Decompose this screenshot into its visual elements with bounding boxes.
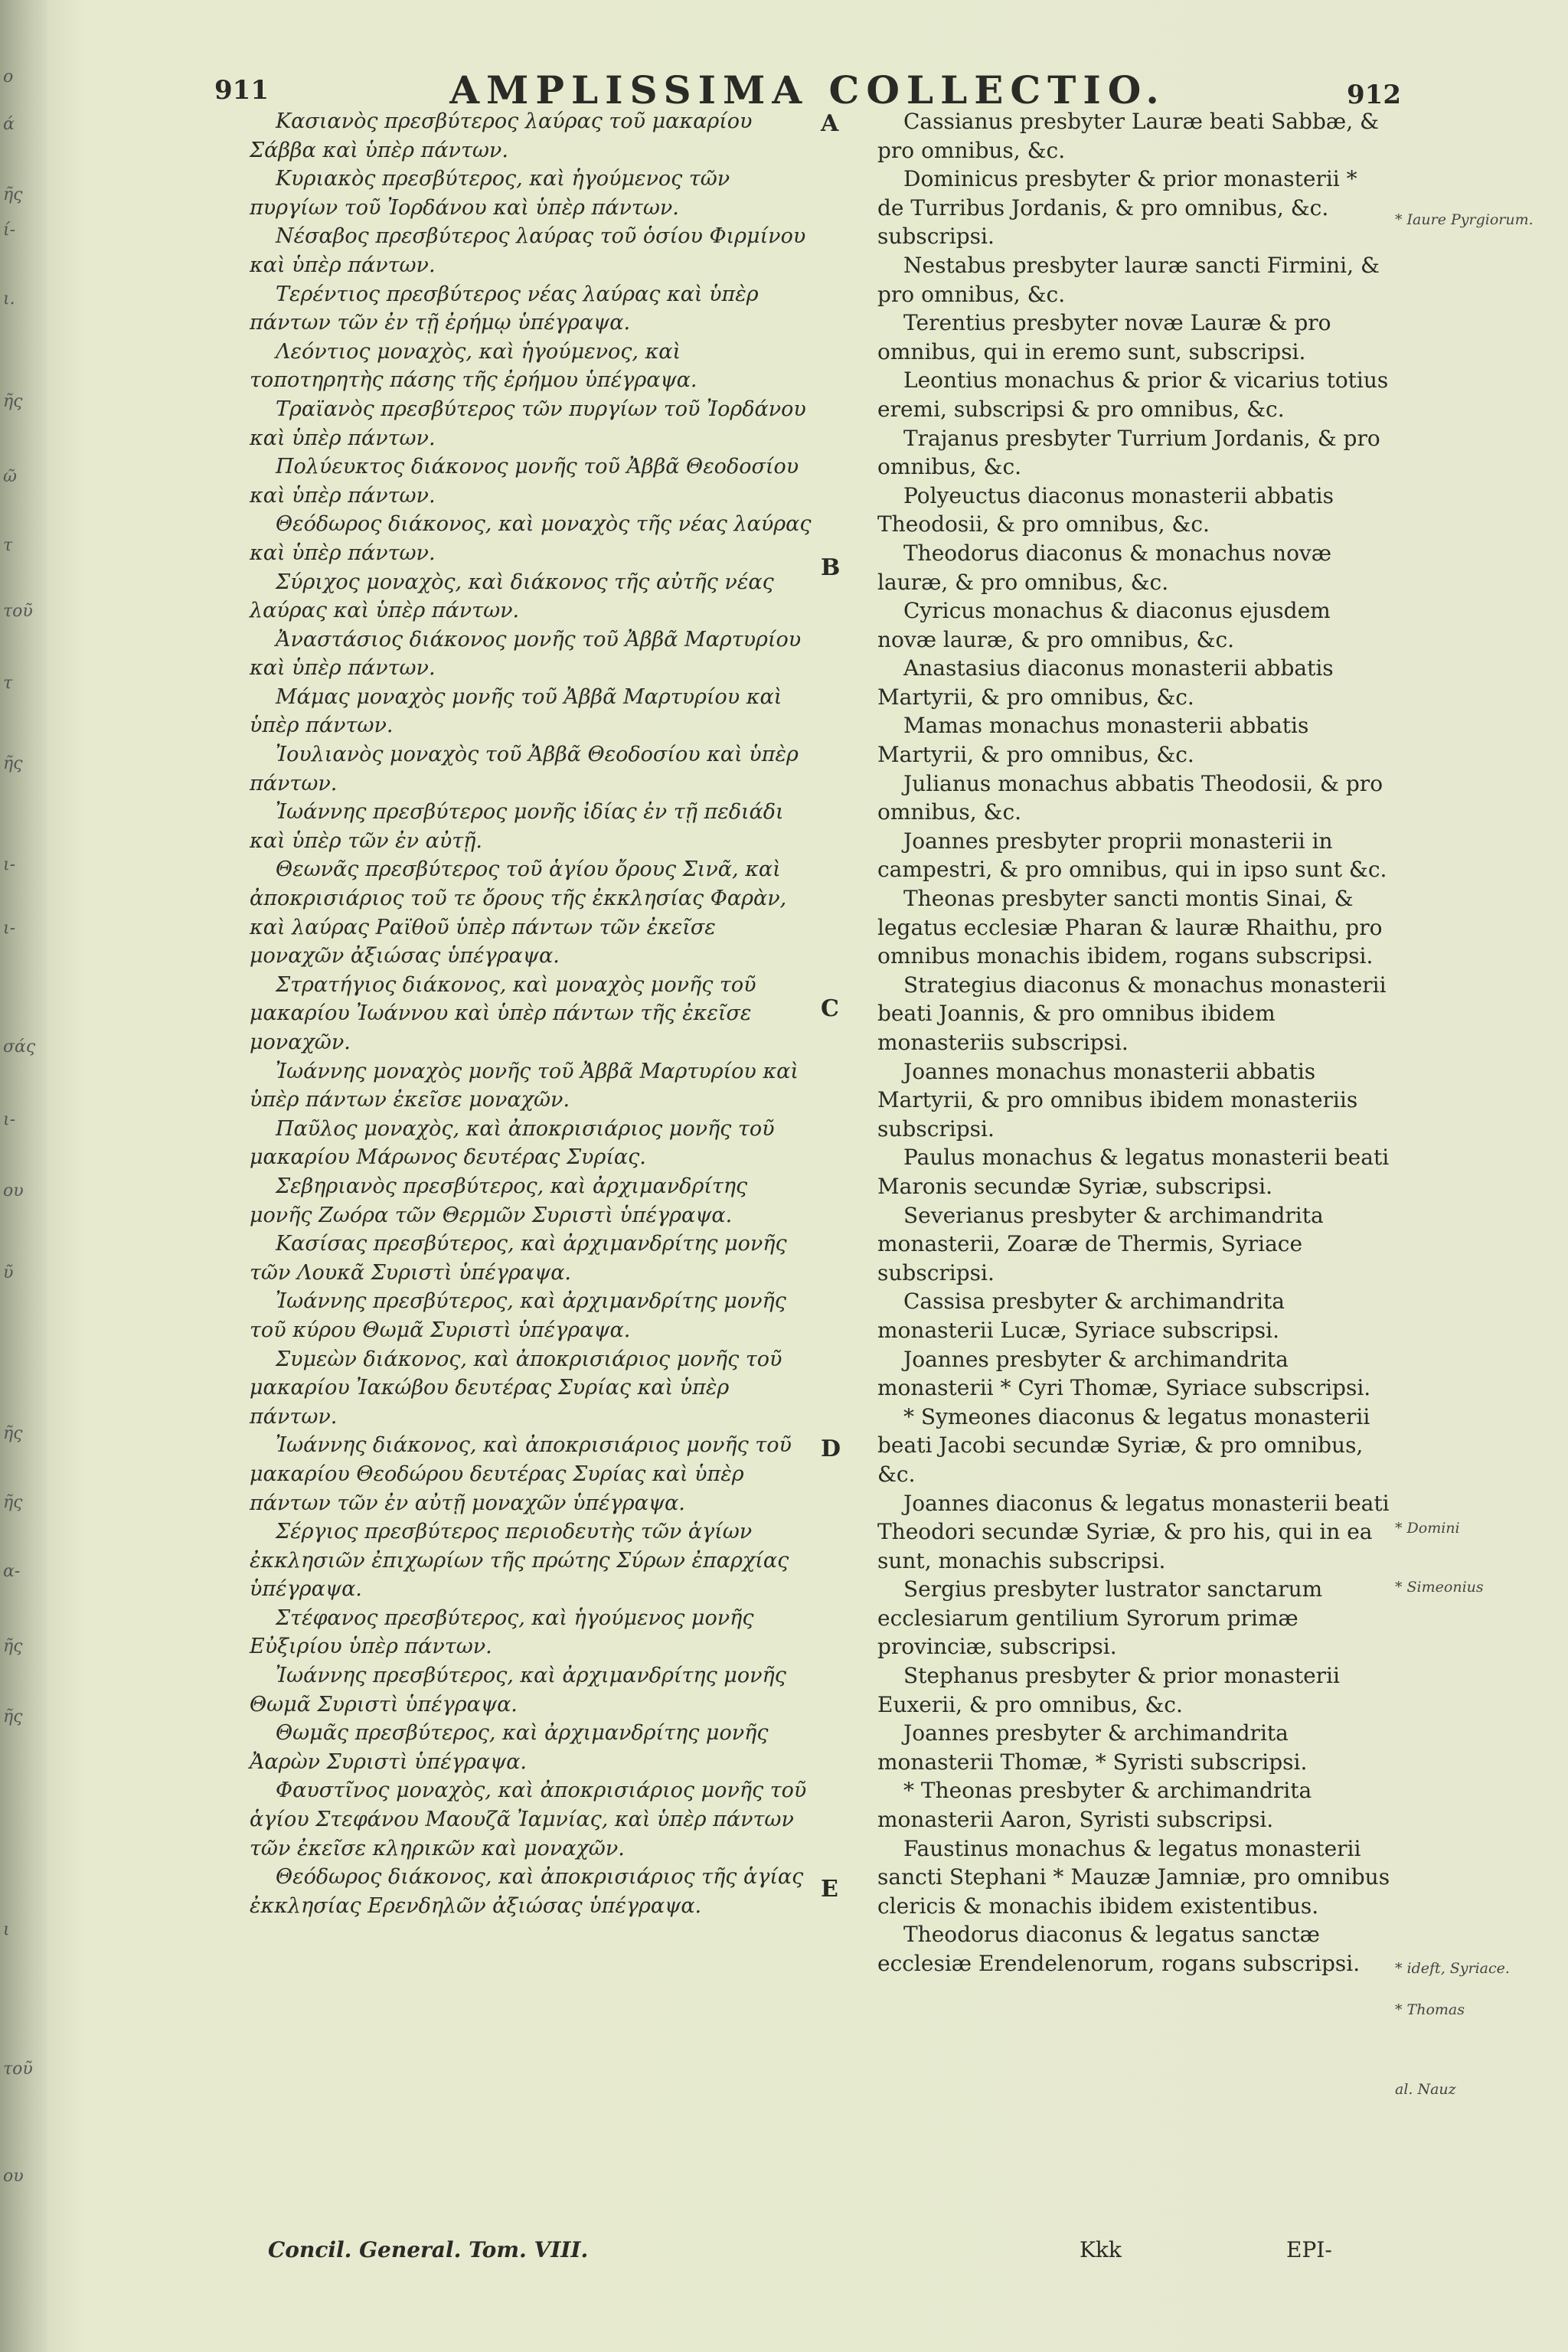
greek-entry: Θεόδωρος διάκονος, καὶ ἀποκρισιάριος τῆς ἁγίας ἐκκλησίας Ερενδηλῶν ἀξιώσας ὑπέγραψα. <box>250 1865 804 1918</box>
greek-entry: Ἰωάννης πρεσβύτερος, καὶ ἀρχιμανδρίτης μονῆς τοῦ κύρου Θωμᾶ Συριστὶ ὑπέγραψα. <box>250 1289 786 1342</box>
greek-entry: Συμεὼν διάκονος, καὶ ἀποκρισιάριος μονῆς τοῦ μακαρίου Ἰακώβου δευτέρας Συρίας καὶ ὑπὲρ πάντων. <box>250 1347 782 1429</box>
greek-entry: Ἰωάννης πρεσβύτερος μονῆς ἰδίας ἐν τῇ πεδιάδι καὶ ὑπὲρ τῶν ἐν αὐτῇ. <box>250 800 784 853</box>
greek-entry: Ἀναστάσιος διάκονος μονῆς τοῦ Ἀββᾶ Μαρτυρίου καὶ ὑπὲρ πάντων. <box>250 627 802 681</box>
page-number-right: 912 <box>1347 80 1401 110</box>
greek-entry: Σέργιος πρεσβύτερος περιοδευτὴς τῶν ἁγίων ἐκκλησιῶν ἐπιχωρίων τῆς πρώτης Σύρων ἐπαρχίας ὑπέγραψα. <box>250 1520 789 1602</box>
latin-entry: Joannes monachus monasterii abbatis Martyrii, & pro omnibus ibidem monasteriis subscripsi. <box>877 1058 1358 1142</box>
margin-note: * Domini <box>1395 1520 1460 1537</box>
greek-entry: Λεόντιος μοναχὸς, καὶ ἡγούμενος, καὶ τοποτηρητὴς πάσης τῆς ἐρήμου ὑπέγραψα. <box>250 339 697 393</box>
greek-entry: Κυριακὸς πρεσβύτερος, καὶ ἡγούμενος τῶν πυργίων τοῦ Ἰορδάνου καὶ ὑπὲρ πάντων. <box>250 167 730 220</box>
latin-entry: Cyricus monachus & diaconus ejusdem novæ lauræ, & pro omnibus, &c. <box>877 598 1331 652</box>
gutter-mark: τοῦ <box>3 2060 33 2079</box>
latin-entry: Cassianus presbyter Lauræ beati Sabbæ, & pro omnibus, &c. <box>877 109 1379 163</box>
gutter-mark: ῶ <box>3 467 17 486</box>
greek-entry: Μάμας μοναχὸς μονῆς τοῦ Ἀββᾶ Μαρτυρίου καὶ ὑπὲρ πάντων. <box>250 684 782 738</box>
latin-entry: Anastasius diaconus monasterii abbatis Martyrii, & pro omnibus, &c. <box>877 655 1334 710</box>
gutter-mark: ῆς <box>3 1637 23 1656</box>
latin-entry: Joannes presbyter proprii monasterii in campestri, & pro omnibus, qui in ipso sunt &c. <box>877 828 1387 883</box>
gutter-mark: ῆς <box>3 392 23 411</box>
latin-entry: * Symeones diaconus & legatus monasterii beati Jacobi secundæ Syriæ, & pro omnibus, &c. <box>877 1403 1370 1487</box>
latin-entry: Paulus monachus & legatus monasterii beati Maronis secundæ Syriæ, subscripsi. <box>877 1145 1390 1199</box>
greek-entry: Στρατήγιος διάκονος, καὶ μοναχὸς μονῆς τοῦ μακαρίου Ἰωάννου καὶ ὑπὲρ πάντων τῆς ἐκεῖσε μοναχῶν. <box>250 972 756 1054</box>
gutter-mark: ῆς <box>3 1493 23 1512</box>
page-title: AMPLISSIMA COLLECTIO. <box>449 67 1166 113</box>
signature-mark: Kkk <box>1080 2237 1122 2262</box>
greek-entry: Τερέντιος πρεσβύτερος νέας λαύρας καὶ ὑπὲρ πάντων τῶν ἐν τῇ ἐρήμῳ ὑπέγραψα. <box>250 282 759 335</box>
latin-entry: * Theonas presbyter & archimandrita monasterii Aaron, Syristi subscripsi. <box>877 1778 1312 1833</box>
latin-entry: Joannes presbyter & archimandrita monasterii Thomæ, * Syristi subscripsi. <box>877 1720 1308 1775</box>
greek-entry: Φαυστῖνος μοναχὸς, καὶ ἀποκρισιάριος μονῆς τοῦ ἁγίου Στεφάνου Μαουζᾶ Ἰαμνίας, καὶ ὑπὲρ πάντων τῶν ἐκεῖσε κληρικῶν καὶ μοναχῶν. <box>250 1779 807 1860</box>
gutter-mark: ι- <box>3 1110 16 1129</box>
gutter-mark: ῆς <box>3 1707 23 1726</box>
greek-entry: Ἰωάννης διάκονος, καὶ ἀποκρισιάριος μονῆς τοῦ μακαρίου Θεοδώρου δευτέρας Συρίας καὶ ὑπὲρ πάντων τῶν ἐν αὐτῇ μοναχῶν ὑπέγραψα. <box>250 1433 792 1515</box>
latin-entry: Terentius presbyter novæ Lauræ & pro omnibus, qui in eremo sunt, subscripsi. <box>877 310 1331 364</box>
latin-entry: Strategius diaconus & monachus monasterii beati Joannis, & pro omnibus ibidem monasteriis subscripsi. <box>877 972 1387 1055</box>
margin-note: * Simeonius <box>1395 1579 1484 1596</box>
latin-entry: Julianus monachus abbatis Theodosii, & pro omnibus, &c. <box>877 770 1383 825</box>
margin-note: al. Nauz <box>1395 2081 1456 2098</box>
gutter-mark: ι. <box>3 289 15 309</box>
latin-entry: Stephanus presbyter & prior monasterii Euxerii, & pro omnibus, &c. <box>877 1663 1340 1717</box>
section-letter: B <box>821 554 841 581</box>
greek-entry: Πολύευκτος διάκονος μονῆς τοῦ Ἀββᾶ Θεοδοσίου καὶ ὑπὲρ πάντων. <box>250 455 799 508</box>
greek-entry: Παῦλος μοναχὸς, καὶ ἀποκρισιάριος μονῆς τοῦ μακαρίου Μάρωνος δευτέρας Συρίας. <box>250 1116 775 1170</box>
greek-entry: Στέφανος πρεσβύτερος, καὶ ἡγούμενος μονῆς Εὐξιρίου ὑπὲρ πάντων. <box>250 1606 754 1659</box>
gutter-mark: ου <box>3 2167 24 2186</box>
latin-entry: Trajanus presbyter Turrium Jordanis, & pro omnibus, &c. <box>877 425 1380 480</box>
catchword: EPI- <box>1286 2237 1332 2262</box>
latin-entry: Dominicus presbyter & prior monasterii * de Turribus Jordanis, & pro omnibus, &c. subscripsi. <box>877 166 1357 250</box>
greek-entry: Ἰουλιανὸς μοναχὸς τοῦ Ἀββᾶ Θεοδοσίου καὶ ὑπὲρ πάντων. <box>250 743 799 795</box>
facing-page-gutter <box>0 0 47 2352</box>
gutter-mark: ι <box>3 1920 10 1939</box>
gutter-mark: τ <box>3 536 13 555</box>
greek-entry: Ἰωάννης μοναχὸς μονῆς τοῦ Ἀββᾶ Μαρτυρίου καὶ ὑπὲρ πάντων ἐκεῖσε μοναχῶν. <box>250 1059 799 1112</box>
latin-entry: Polyeuctus diaconus monasterii abbatis Theodosii, & pro omnibus, &c. <box>877 482 1334 537</box>
page-number-left: 911 <box>214 75 269 106</box>
greek-entry: Ἰωάννης πρεσβύτερος, καὶ ἀρχιμανδρίτης μονῆς Θωμᾶ Συριστὶ ὑπέγραψα. <box>250 1664 786 1717</box>
section-letter: C <box>821 995 839 1022</box>
gutter-mark: ά <box>3 115 15 134</box>
latin-entry: Mamas monachus monasterii abbatis Martyrii, & pro omnibus, &c. <box>877 713 1309 768</box>
margin-note: * Thomas <box>1395 2001 1465 2018</box>
gutter-mark: ι- <box>3 919 16 938</box>
gutter-mark: τ <box>3 674 13 693</box>
gutter-mark: ῆς <box>3 1424 23 1443</box>
latin-entry: Theodorus diaconus & monachus novæ lauræ, & pro omnibus, &c. <box>877 540 1332 595</box>
latin-entry: Faustinus monachus & legatus monasterii sancti Stephani * Mauzæ Jamniæ, pro omnibus clericis & monachis ibidem existentibus. <box>877 1835 1390 1919</box>
gutter-mark: α- <box>3 1562 21 1581</box>
greek-entry: Νέσαβος πρεσβύτερος λαύρας τοῦ ὁσίου Φιρμίνου καὶ ὑπὲρ πάντων. <box>250 224 806 277</box>
latin-entry: Nestabus presbyter lauræ sancti Firmini, & pro omnibus, &c. <box>877 252 1380 307</box>
greek-entry: Σεβηριανὸς πρεσβύτερος, καὶ ἀρχιμανδρίτης μονῆς Ζωόρα τῶν Θερμῶν Συριστὶ ὑπέγραψα. <box>250 1174 748 1227</box>
gutter-mark: ου <box>3 1181 24 1200</box>
greek-entry: Τραϊανὸς πρεσβύτερος τῶν πυργίων τοῦ Ἰορδάνου καὶ ὑπὲρ πάντων. <box>250 397 806 450</box>
gutter-mark: σάς <box>3 1037 36 1057</box>
gutter-mark: ῆς <box>3 754 23 773</box>
gutter-mark: ο <box>3 67 14 87</box>
gutter-mark: τοῦ <box>3 602 33 621</box>
gutter-mark: ί- <box>3 220 16 240</box>
latin-entry: Cassisa presbyter & archimandrita monasterii Lucæ, Syriace subscripsi. <box>877 1289 1285 1343</box>
latin-entry: Theonas presbyter sancti montis Sinai, & legatus ecclesiæ Pharan & lauræ Rhaithu, pro omnibus monachis ibidem, rogans subscripsi. <box>877 886 1383 969</box>
latin-entry: Severianus presbyter & archimandrita monasterii, Zoaræ de Thermis, Syriace subscripsi. <box>877 1202 1324 1285</box>
margin-note: * ideft, Syriace. <box>1395 1960 1510 1977</box>
latin-entry: Theodorus diaconus & legatus sanctæ ecclesiæ Erendelenorum, rogans subscripsi. <box>877 1922 1361 1976</box>
latin-entry: Sergius presbyter lustrator sanctarum ecclesiarum gentilium Syrorum primæ provinciæ, subscripsi. <box>877 1576 1323 1660</box>
latin-entry: Joannes presbyter & archimandrita monasterii * Cyri Thomæ, Syriace subscripsi. <box>877 1346 1371 1401</box>
latin-column <box>877 107 1390 1978</box>
section-letter: A <box>821 110 839 137</box>
running-title: Concil. General. Tom. VIII. <box>268 2237 589 2262</box>
latin-entry: Joannes diaconus & legatus monasterii beati Theodori secundæ Syriæ, & pro his, qui in ea sunt, monachis subscripsi. <box>877 1490 1390 1573</box>
greek-entry: Θεόδωρος διάκονος, καὶ μοναχὸς τῆς νέας λαύρας καὶ ὑπὲρ πάντων. <box>250 512 812 565</box>
gutter-mark: ῆς <box>3 185 23 204</box>
greek-entry: Θωμᾶς πρεσβύτερος, καὶ ἀρχιμανδρίτης μονῆς Ἀαρὼν Συριστὶ ὑπέγραψα. <box>250 1721 769 1774</box>
latin-entry: Leontius monachus & prior & vicarius totius eremi, subscripsi & pro omnibus, &c. <box>877 368 1389 422</box>
gutter-mark: ι- <box>3 855 16 874</box>
greek-entry: Θεωνᾶς πρεσβύτερος τοῦ ἁγίου ὄρους Σινᾶ, καὶ ἀποκρισιάριος τοῦ τε ὄρους τῆς ἐκκλησίας Φαρὰν, καὶ λαύρας Ραϊθοῦ ὑπὲρ πάντων τῶν ἐκεῖσε μοναχῶν ἀξιώσας ὑπέγραψα. <box>250 858 787 969</box>
section-letter: E <box>821 1876 838 1903</box>
greek-entry: Κασίσας πρεσβύτερος, καὶ ἀρχιμανδρίτης μονῆς τῶν Λουκᾶ Συριστὶ ὑπέγραψα. <box>250 1232 787 1285</box>
running-header <box>214 67 1401 113</box>
margin-note: * Iaure Pyrgiorum. <box>1395 211 1534 228</box>
page-footer <box>268 2237 1416 2268</box>
greek-column <box>250 107 816 1920</box>
gutter-mark: ῦ <box>3 1263 14 1282</box>
greek-entry: Κασιανὸς πρεσβύτερος λαύρας τοῦ μακαρίου Σάββα καὶ ὑπὲρ πάντων. <box>250 109 753 162</box>
section-letter: D <box>821 1436 841 1462</box>
greek-entry: Σύριχος μοναχὸς, καὶ διάκονος τῆς αὐτῆς νέας λαύρας καὶ ὑπὲρ πάντων. <box>250 570 774 623</box>
